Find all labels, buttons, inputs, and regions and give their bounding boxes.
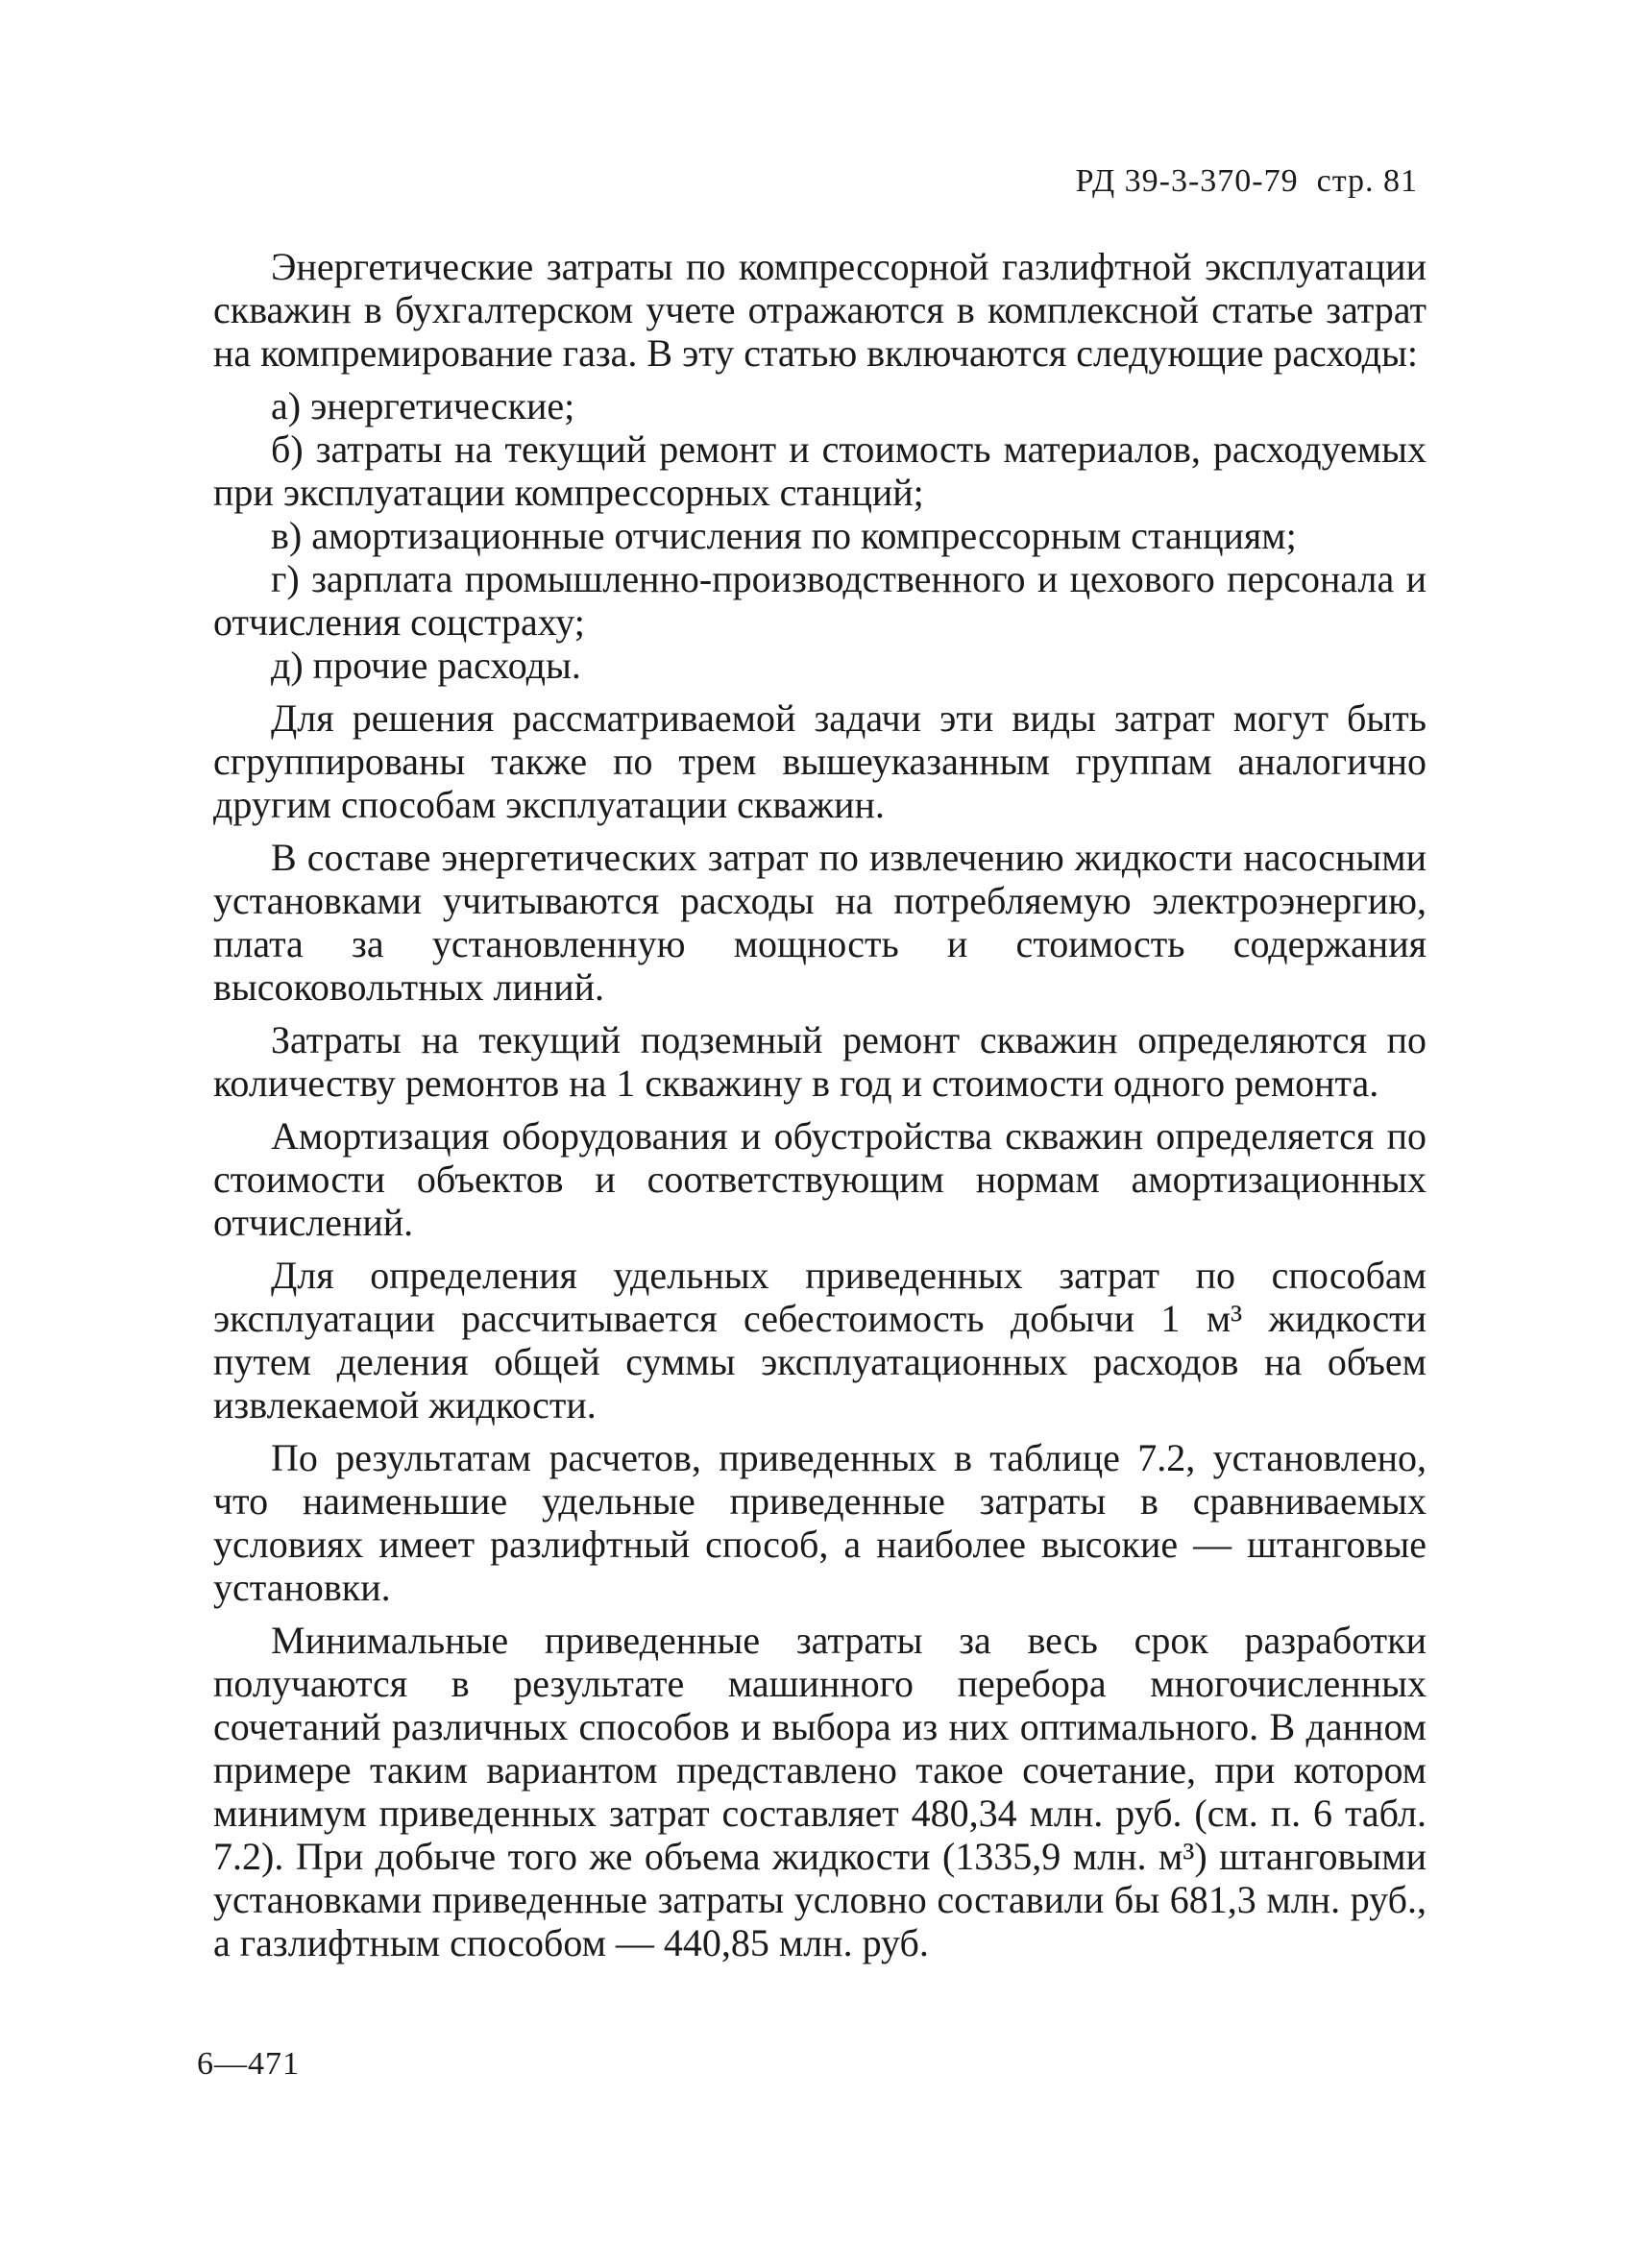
list-item-d: д) прочие расходы. [271,644,581,687]
page-header [1076,163,1418,200]
list-item-a: а) энергетические; [271,384,575,427]
page-number: стр. 81 [1316,163,1418,199]
list-item-v: в) амортизационные отчисления по компрессорным станциям; [271,514,1297,557]
paragraph-repair-costs: Затраты на текущий подземный ремонт скважин определяются по количеству ремонтов на 1 скважину в год и стоимости одного ремонта. [213,1018,1427,1105]
paragraph-results: По результатам расчетов, приведенных в таблице 7.2, установлено, что наименьшие удельные приведенные затраты в сравниваемых условиях имеет разлифтный способ, а наиболее высокие — штанговые установки. [213,1436,1427,1609]
paragraph-grouping: Для решения рассматриваемой задачи эти виды затрат могут быть сгруппированы также по трем вышеуказанным группам аналогично другим способам эксплуатации скважин. [213,696,1427,826]
body-text [213,245,1427,1974]
list-item-g: г) зарплата промышленно-производственного и цехового персонала и отчисления соцстраху; [213,557,1427,644]
paragraph-minimum-costs: Минимальные приведенные затраты за весь срок разработки получаются в результате машинного перебора многочисленных сочетаний различных способов и выбора из них оптимального. В данном примере таким вариантом представлено такое сочетание, при котором минимум приведенных затрат составляет 480,34 млн. руб. (см. п. 6 табл. 7.2). При добыче того же объема жидкости (1335,9 млн. м³) штанговыми установками приведенные затраты условно составили бы 681,3 млн. руб., а газлифтным способом — 440,85 млн. руб. [213,1619,1427,1964]
paragraph-unit-costs: Для определения удельных приведенных затрат по способам эксплуатации рассчитывается себестоимость добычи 1 м³ жидкости путем деления общей суммы эксплуатационных расходов на объем извлекаемой жидкости. [213,1254,1427,1427]
paragraph-pump-energy: В составе энергетических затрат по извлечению жидкости насосными установками учитываются расходы на потребляемую электроэнергию, плата за установленную мощность и стоимость содержания высоковольтных линий. [213,836,1427,1009]
document-code: РД 39-3-370-79 [1075,163,1299,199]
page-footer-mark: 6—471 [197,2046,300,2082]
paragraph-amortization: Амортизация оборудования и обустройства скважин определяется по стоимости объектов и соответствующим нормам амортизационных отчислений. [213,1114,1427,1244]
paragraph-energy-costs: Энергетические затраты по компрессорной газлифтной эксплуатации скважин в бухгалтерском учете отражаются в комплексной статье затрат на компремирование газа. В эту статью включаются следующие расходы: [213,245,1427,375]
list-item-b: б) затраты на текущий ремонт и стоимость материалов, расходуемых при эксплуатации компрессорных станций; [213,427,1427,514]
